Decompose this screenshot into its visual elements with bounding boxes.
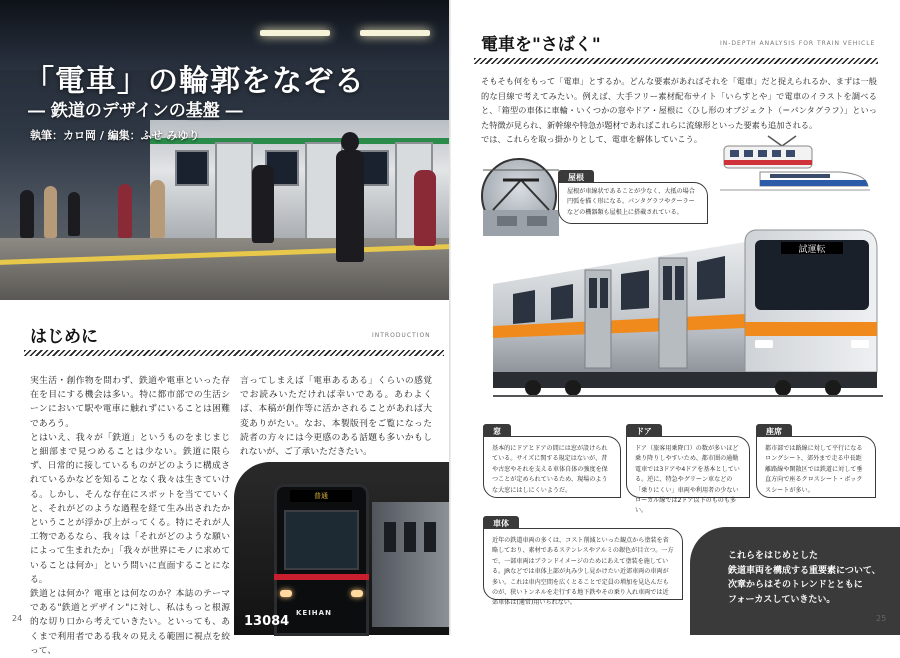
passenger: [20, 190, 34, 238]
passenger: [252, 165, 274, 243]
closing-box: [690, 527, 900, 635]
destination-display: 普通: [290, 490, 352, 502]
callout-text-seat: 都市部では路線に対して平行になるロングシート、郊外まで走る中長距離路線や閑散区では鉄道に対して垂直方向で座るクロスシート・ボックスシートが多い。: [756, 436, 876, 498]
car-number: 13084: [244, 614, 290, 629]
analysis-tag: IN-DEPTH ANALYSIS FOR TRAIN VEHICLE: [720, 40, 876, 47]
analysis-lead: そもそも何をもって「電車」とするか。どんな要素があればそれを「電車」だと捉えられるか、まずは一般的な目線で考えてみたい。例えば、大手フリー素材配布サイト「いらすとや」で電車のイラストを調べると、「箱型の車体に車輪・いくつかの窓やドア・屋根に〈ひし形のオブジェクト（＝パンタグラフ）」といった特徴が見られ、新幹線や特急が題材であればこれらに流線形といった要素も追加される。 では、これらを取っ掛かりとして、電車を解体していこう。: [481, 76, 877, 144]
train-side: [372, 502, 449, 627]
passenger: [336, 150, 364, 262]
callout-text-door: ドア（旅客用乗降口）の数が多いほど乗り降りしやすいため、都市圏の通勤電車では3ドアや4ドアを基本としている。逆に、特急やグリーン車などの「乗りにくい」車両や利用者の少ないローカル線では2ドア以下のものも多い。: [626, 436, 750, 498]
section-divider: [474, 58, 878, 64]
train-illustration-icon: [720, 130, 870, 194]
operator-logo: KEIHAN: [296, 609, 332, 617]
analysis-heading: 電車を"さばく": [481, 35, 601, 55]
section-divider: [24, 350, 444, 356]
headlight: [280, 590, 292, 597]
train-front-window: [284, 510, 359, 570]
passenger: [118, 184, 132, 238]
intro-tag: INTRODUCTION: [372, 332, 431, 339]
closing-text: これらをはじめとした 鉄道車両を構成する重要素について、 次章からはそのトレンドとともに フォーカスしていきたい。: [728, 551, 881, 605]
callout-label-body: 車体: [483, 516, 519, 531]
ceiling-light: [260, 30, 330, 36]
callout-label-door: ドア: [626, 424, 662, 439]
article-subtitle: ― 鉄道のデザインの基盤 ―: [28, 101, 243, 121]
side-window: [384, 522, 396, 552]
intro-column-1: 実生活・創作物を問わず、鉄道や電車といった存在を目にする機会は多い。特に都市部での生活シーンにおいて駅や電車に触れずにいることは困難であろう。 とはいえ、我々が「鉄道」というものをまじまじと細部まで見つめることは少ない。鉄道に限らず、日常的に接しているものがどのように構成されているかなどを知ることなく我々は生きていける。しかし、そんな存在にスポットを当てていくと、それがどのような過程を経て生み出されたかということが浮かび上がってくる。特にそれが人工物であるなら、我々は「それがどのような願いによって生まれたか」「我々が世界にモノに求めていることは何か」という問いに直面することになる。 鉄道とは何か？電車とは何なのか？本誌のテーマである"鉄道とデザイン"に対し、私はもっと根源的な切り口から考えていきたい。といっても、あくまで利用者である我々の見える範囲に視点を絞って、: [30, 376, 230, 656]
article-title: 「電車」の輪郭をなぞる: [24, 64, 365, 99]
train-display-text: 試運転: [798, 245, 826, 255]
callout-text-window: 基本的にドアとドアの間には窓が設けられている。サイズに関する規定はないが、昔や古窓やそれを支える車体自体の強度を保つことが定められているため、現場のような大窓にはしにくいようだ。: [483, 436, 621, 498]
side-window: [404, 522, 416, 552]
passenger: [414, 170, 436, 246]
page-number-right: 25: [876, 614, 887, 623]
ceiling-light: [360, 30, 430, 36]
page-number-left: 24: [12, 614, 23, 623]
side-window: [424, 522, 436, 552]
callout-text-body: 近年の鉄道車両の多くは、コスト削減といった観点から塗装を省略しており、素材であるステンレスやアルミの銀色が目立つ。一方で、一部車両はブランドイメージのためにあえて塗装を施している。JRなどでは車体上部が丸み少し見かけたい近郊車両の車両が多い。これは車内空間を広くとることで定員の増加を見込んだものが、狭いトンネルを走行する地下鉄やその乗り入れ車両では近郊車体は(通常)用いられない。: [483, 528, 683, 600]
train-red-band: [274, 574, 369, 580]
passenger-head: [341, 132, 359, 152]
headlight: [351, 590, 363, 597]
callout-text-roof: 屋根が車線状であることが少なく、大抵の場合円弧を描く形になる。パンタグラフやクーラーなどの機器類も屋根上に搭載されている。: [558, 182, 708, 224]
callout-label-window: 窓: [483, 424, 511, 439]
callout-label-roof: 屋根: [558, 170, 594, 185]
main-train-image: [493, 222, 883, 400]
train-window: [175, 150, 209, 186]
intro-heading: はじめに: [30, 327, 98, 347]
passenger: [44, 186, 57, 238]
passenger: [150, 180, 165, 238]
intro-column-2: 言ってしまえば「電車あるある」くらいの感覚でお読みいただければ幸いである。あわよくば、本稿が創作等に活かされることがあれば大変ありがたい。なお、本製版刊をご覧になった読者の方々には今更感のある話題も多いかもしれないが、ご了承いただきたい。: [240, 376, 432, 458]
train-door: [215, 142, 253, 242]
hero-photo: [0, 0, 449, 300]
passenger: [68, 192, 80, 236]
keihan-train-photo: [234, 462, 449, 635]
article-credit: 執筆：カロ岡 / 編集：ふせ みゆり: [30, 129, 200, 142]
page-gutter: [449, 0, 451, 635]
callout-label-seat: 座席: [756, 424, 792, 439]
